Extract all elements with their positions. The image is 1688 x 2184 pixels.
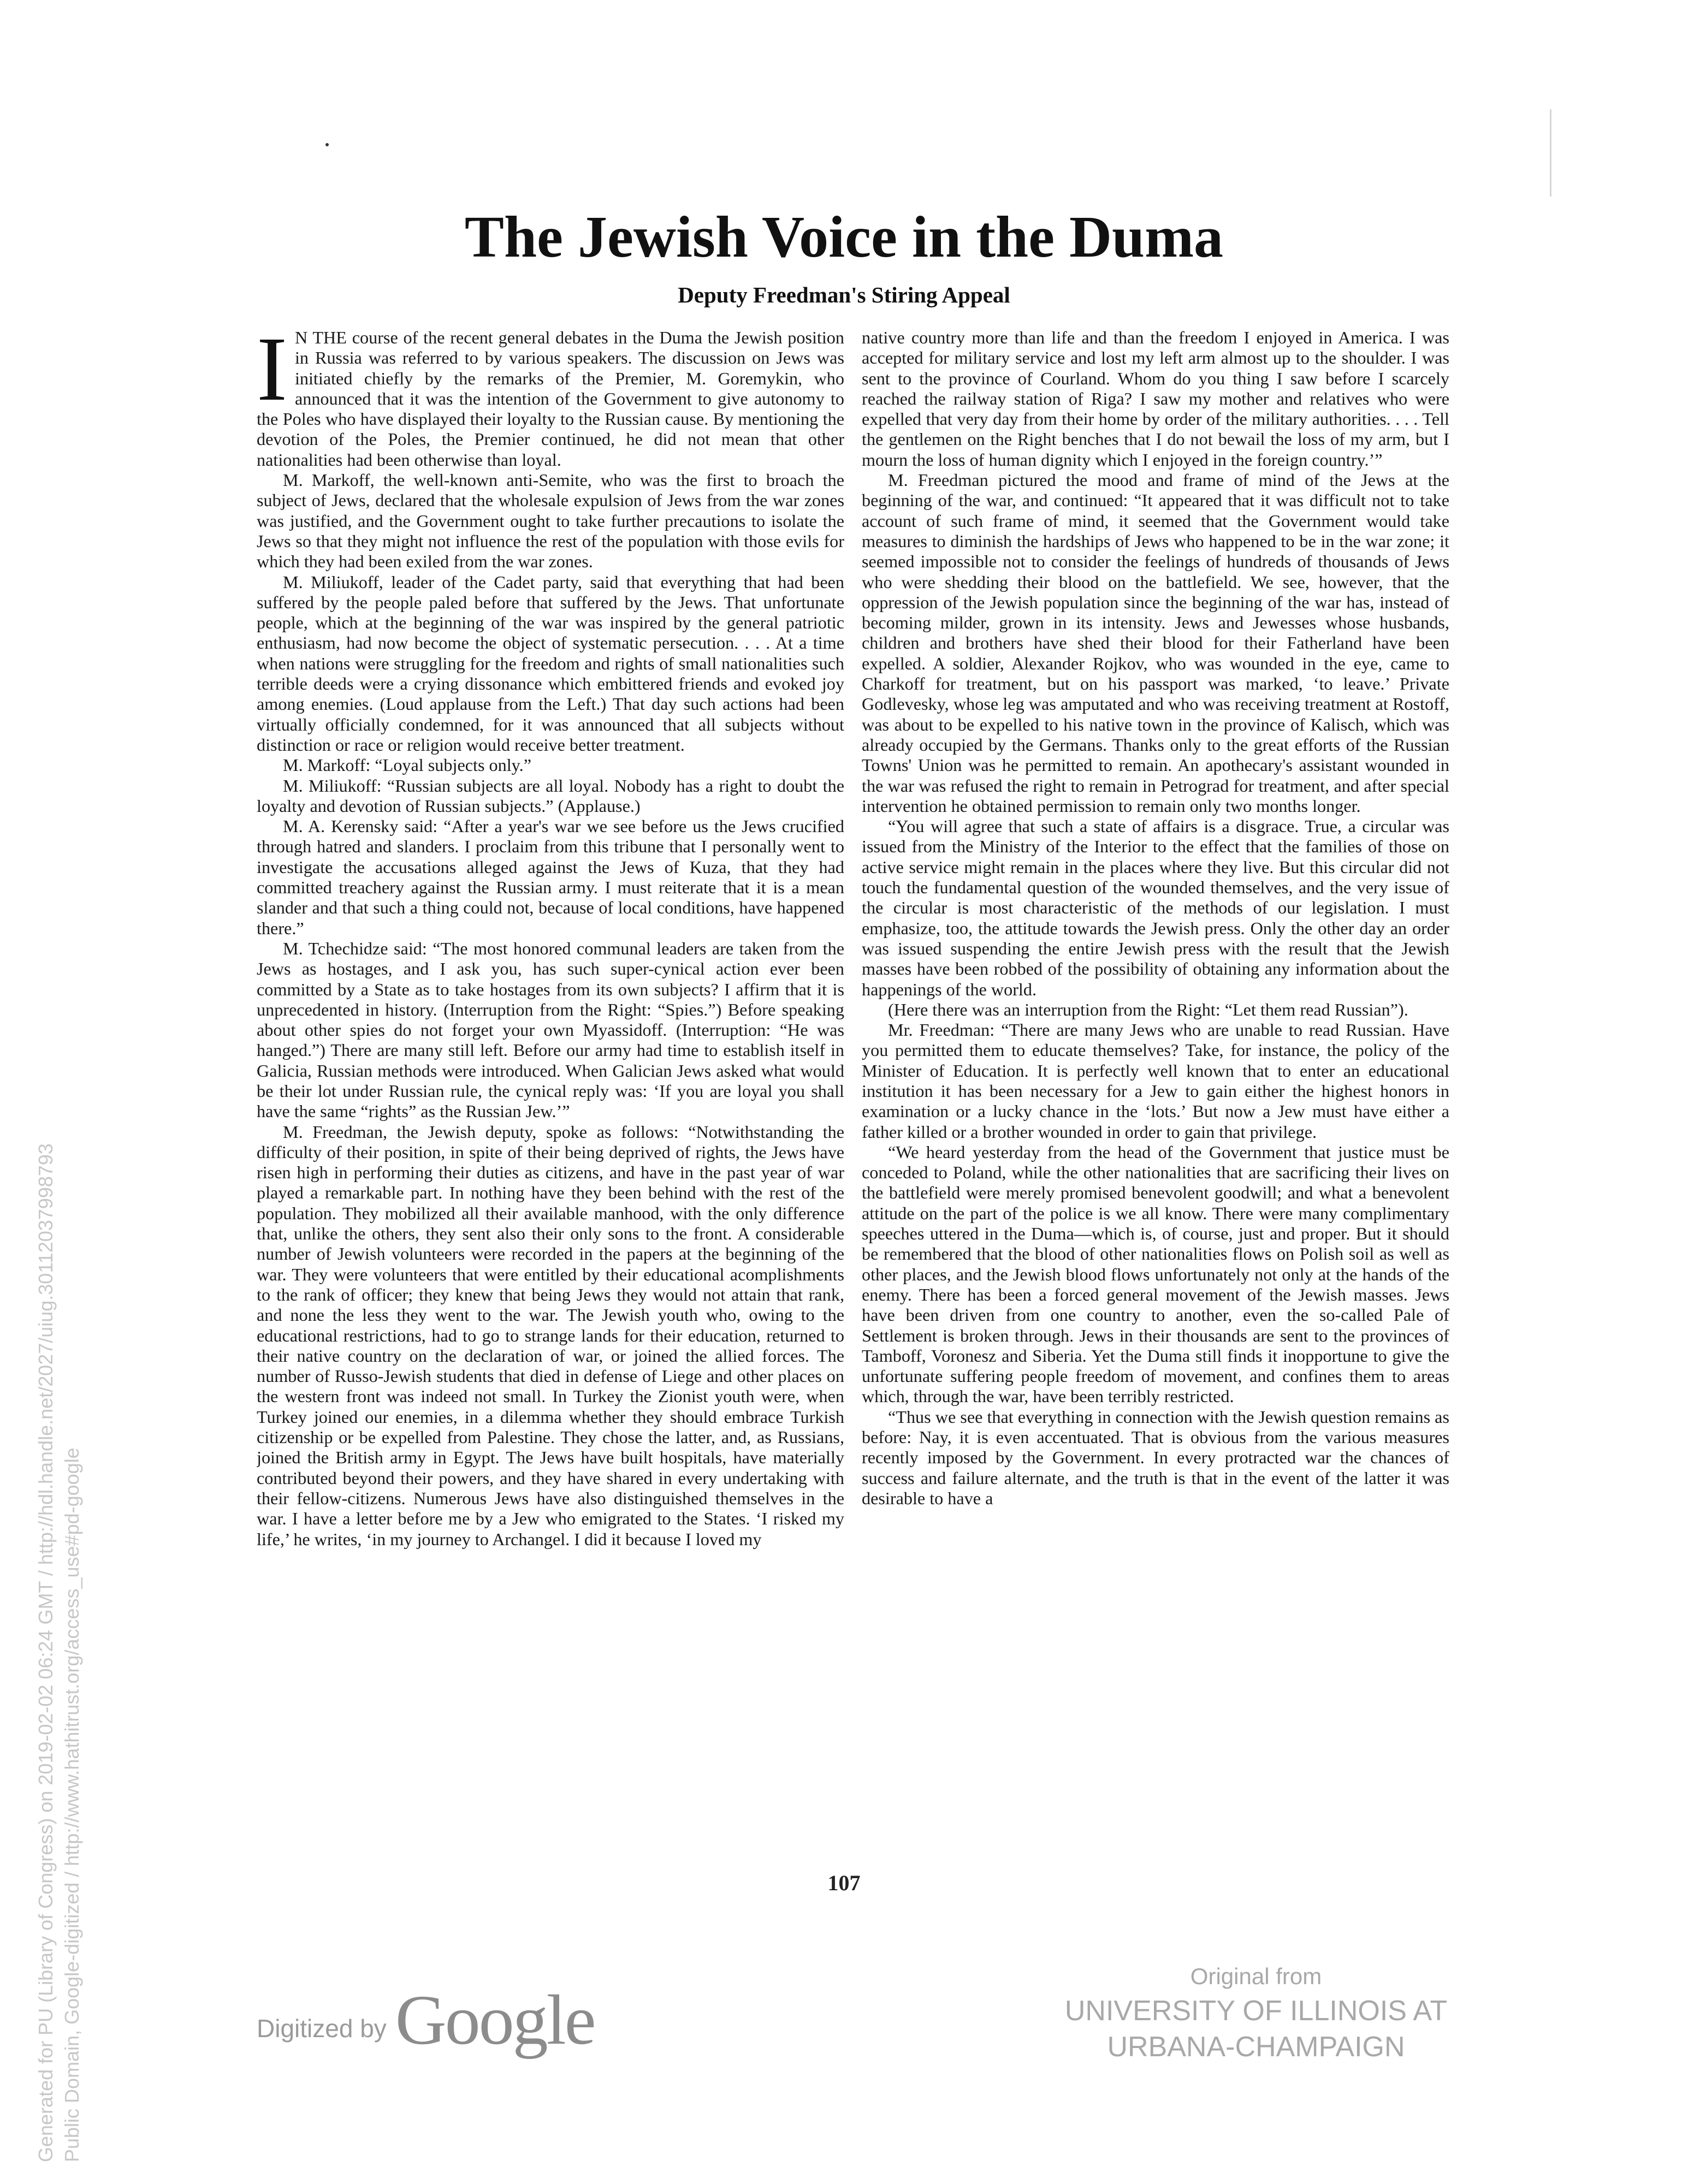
paragraph: native country more than life and than the freedom I enjoyed in America. I was accepted for military service and lost my left arm almost up to the shoulder. I was sent to the province of Courland. Whom do you thing I saw before I scarcely reached the railway station of Riga? I saw my mother and relatives who were expelled that very day from their home by order of the military authorities. . . . Tell the gentlemen on the Right benches that I do not bewail the loss of my arm, but I mourn the loss of human dignity which I enjoyed in the foreign country.’” [862, 328, 1449, 470]
paragraph: M. Freedman, the Jewish deputy, spoke as follows: “Notwithstanding the difficulty of their position, in spite of their being deprived of rights, the Jews have risen high in performing their duties as citizens, and have in the past year of war played a remarkable part. In nothing have they been behind with the rest of the population. They mobilized all their available manhood, with the only difference that, unlike the others, they sent also their only sons to the front. A considerable number of Jewish volunteers were recorded in the papers at the beginning of the war. They were volunteers that were entitled by their educational acomplishments to the rank of officer; they knew that being Jews they would not attain that rank, and none the less they went to the war. The Jewish youth who, owing to the educational restrictions, had to go to strange lands for their education, returned to their native country on the declaration of war, or joined the allied forces. The number of Russo-Jewish students that died in defense of Liege and other places on the western front was indeed not small. In Turkey the Zionist youth were, when Turkey joined our enemies, in a dilemma whether they should embrace Turkish citizenship or be expelled from Palestine. They chose the latter, and, as Russians, joined the British army in Egypt. The Jews have built hospitals, have materially contributed beyond their powers, and they have shared in every undertaking with their fellow-citizens. Numerous Jews have also distinguished themselves in the war. I have a letter before me by a Jew who emigrated to the States. ‘I risked my life,’ he writes, ‘in my journey to Archangel. I did it because I loved my [257, 1121, 844, 1549]
page-edge-line [1550, 109, 1551, 197]
page-speck [325, 143, 329, 146]
university-line: UNIVERSITY OF ILLINOIS AT [1064, 1995, 1448, 2027]
original-from-label: Original from [1190, 1963, 1322, 1989]
paragraph: M. A. Kerensky said: “After a year's war we see before us the Jews crucified through hatred and slanders. I proclaim from this tribune that I personally went to investigate the accusations alleged against the Jews of Kuza, that they had committed treachery against the Russian army. I must reiterate that it is a mean slander and that such a thing could not, because of local conditions, have happened there.” [257, 816, 844, 938]
paragraph: (Here there was an interruption from the Right: “Let them read Russian”). [888, 999, 1408, 1019]
paragraph [257, 328, 844, 470]
paragraph: M. Tchechidze said: “The most honored communal leaders are taken from the Jews as hostages, and I ask you, has such super-cynical action ever been committed by a State as to take hostages from its own subjects? I affirm that it is unprecedented in history. (Interruption from the Right: “Spies.”) Before speaking about other spies do not forget your own Myassidoff. (Interruption: “He was hanged.”) There are many still left. Before our army had time to establish itself in Galicia, Russian methods were introduced. When Galician Jews asked what would be their lot under Russian rule, the cynical reply was: ‘If you are loyal you shall have the same “rights” as the Russian Jew.’” [257, 938, 844, 1121]
paragraph: M. Markoff: “Loyal subjects only.” [283, 755, 531, 775]
paragraph: M. Miliukoff, leader of the Cadet party, said that everything that had been suffered by the people paled before that suffered by the Jews. That unfortunate people, which at the beginning of the war was inspired by the general patriotic enthusiasm, had now become the object of systematic persecution. . . . At a time when nations were struggling for the freedom and rights of small nationalities such terrible deeds were a crying dissonance which embittered friends and evoked joy among enemies. (Loud applause from the Left.) That day such actions had been virtually officially condemned, for it was announced that all subjects without distinction or race or religion would receive better treatment. [257, 572, 844, 755]
digitized-by-google [257, 1982, 594, 2064]
paragraph: Mr. Freedman: “There are many Jews who are unable to read Russian. Have you permitted them to educate themselves? Take, for instance, the policy of the Minister of Education. It is perfectly well known that to enter an educational institution it has been necessary for a Jew to gain either the highest honors in examination or a lucky chance in the ‘lots.’ But now a Jew must have either a father killed or a brother wounded in order to gain that privilege. [862, 1020, 1449, 1142]
paragraph-text: N THE course of the recent general debates in the Duma the Jewish position in Russia was referred to by various speakers. The discussion on Jews was initiated chiefly by the remarks of the Premier, M. Goremykin, who announced that it was the intention of the Government to give autonomy to the Poles who have displayed their loyalty to the Russian cause. By mentioning the devotion of the Poles, the Premier continued, he did not mean that other nationalities had been otherwise than loyal. [257, 328, 844, 470]
page-number: 107 [827, 1871, 861, 1895]
watermark-line: Generated for PU (Library of Congress) on 2019-02-02 06:24 GMT / http://hdl.handle.net/2027/uiug.30112037998793 [34, 1143, 57, 2162]
article-subtitle: Deputy Freedman's Stiring Appeal [678, 282, 1010, 307]
side-watermark [33, 1143, 85, 2162]
google-logo: Google [395, 1981, 595, 2060]
paragraph: “We heard yesterday from the head of the Government that justice must be conceded to Poland, while the other nationalities that are sacrificing their lives on the battlefield were merely promised benevolent goodwill; and what a benevolent attitude on the part of the police is we all know. There were many complimentary speeches uttered in the Duma—which is, of course, just and proper. But it should be remembered that the blood of other nationalities flows on Polish soil as well as other places, and the Jewish blood flows unfortunately not only at the hands of the enemy. There has been a forced general movement of the Jewish masses. Jews have been driven from one country to another, even the so-called Pale of Settlement is broken through. Jews in their thousands are sent to the provinces of Tamboff, Voronesz and Siberia. Yet the Duma still finds it inopportune to give the unfortunate suffering people freedom of movement, and confines them to areas which, through the war, have been terribly restricted. [862, 1142, 1449, 1406]
paragraph: “You will agree that such a state of affairs is a disgrace. True, a circular was issued from the Ministry of the Interior to the effect that the families of those on active service might remain in the places where they live. But this circular did not touch the fundamental question of the wounded themselves, and the very issue of the circular is most characteristic of the methods of our legislation. I must emphasize, too, the attitude towards the Jewish press. Only the other day an order was issued suspending the entire Jewish press with the result that the Jewish masses have been robbed of the possibility of obtaining any information about the happenings of the world. [862, 816, 1449, 999]
university-line: URBANA-CHAMPAIGN [1107, 2031, 1405, 2063]
left-column [257, 328, 844, 1845]
original-from-block [1038, 1960, 1474, 2065]
paragraph: M. Markoff, the well-known anti-Semite, who was the first to broach the subject of Jews, declared that the wholesale expulsion of Jews from the war zones was justified, and the Government ought to take further precautions to isolate the Jews so that they might not influence the rest of the population with those evils for which they had been exiled from the war zones. [257, 470, 844, 572]
drop-cap: I [257, 328, 287, 420]
digitized-by-label: Digitized by [257, 2014, 387, 2043]
article-title: The Jewish Voice in the Duma [464, 205, 1224, 270]
paragraph: M. Miliukoff: “Russian subjects are all loyal. Nobody has a right to doubt the loyalty and devotion of Russian subjects.” (Applause.) [257, 775, 844, 816]
right-column [862, 328, 1449, 1845]
watermark-line: Public Domain, Google-digitized / http://www.hathitrust.org/access_use#pd-google [61, 1447, 83, 2162]
paragraph: “Thus we see that everything in connection with the Jewish question remains as before: Nay, it is even accentuated. That is obvious from the various measures recently imposed by the Government. In every protracted war the chances of success and failure alternate, and the truth is that in the event of the latter it was desirable to have a [862, 1406, 1449, 1508]
paragraph: M. Freedman pictured the mood and frame of mind of the Jews at the beginning of the war, and continued: “It appeared that it was difficult not to take account of such frame of mind, it seemed that the Government would take measures to diminish the hardships of Jews who happened to be in the war zone; it seemed impossible not to consider the feelings of hundreds of thousands of Jews who were shedding their blood on the battlefield. We see, however, that the oppression of the Jewish population since the beginning of the war has, instead of becoming milder, grown in its intensity. Jews and Jewesses whose husbands, children and brothers have shed their blood for their Fatherland have been expelled. A soldier, Alexander Rojkov, who was wounded in the eye, came to Charkoff for treatment, but on his passport was marked, ‘to leave.’ Private Godlevesky, whose leg was amputated and who was receiving treatment at Rostoff, was about to be expelled to his native town in the province of Kalisch, which was already occupied by the Germans. Thanks only to the great efforts of the Russian Towns' Union was he permitted to remain. An apothecary's assistant wounded in the war was refused the right to remain in Petrograd for treatment, and after special intervention he obtained permission to remain only two months longer. [862, 470, 1449, 816]
